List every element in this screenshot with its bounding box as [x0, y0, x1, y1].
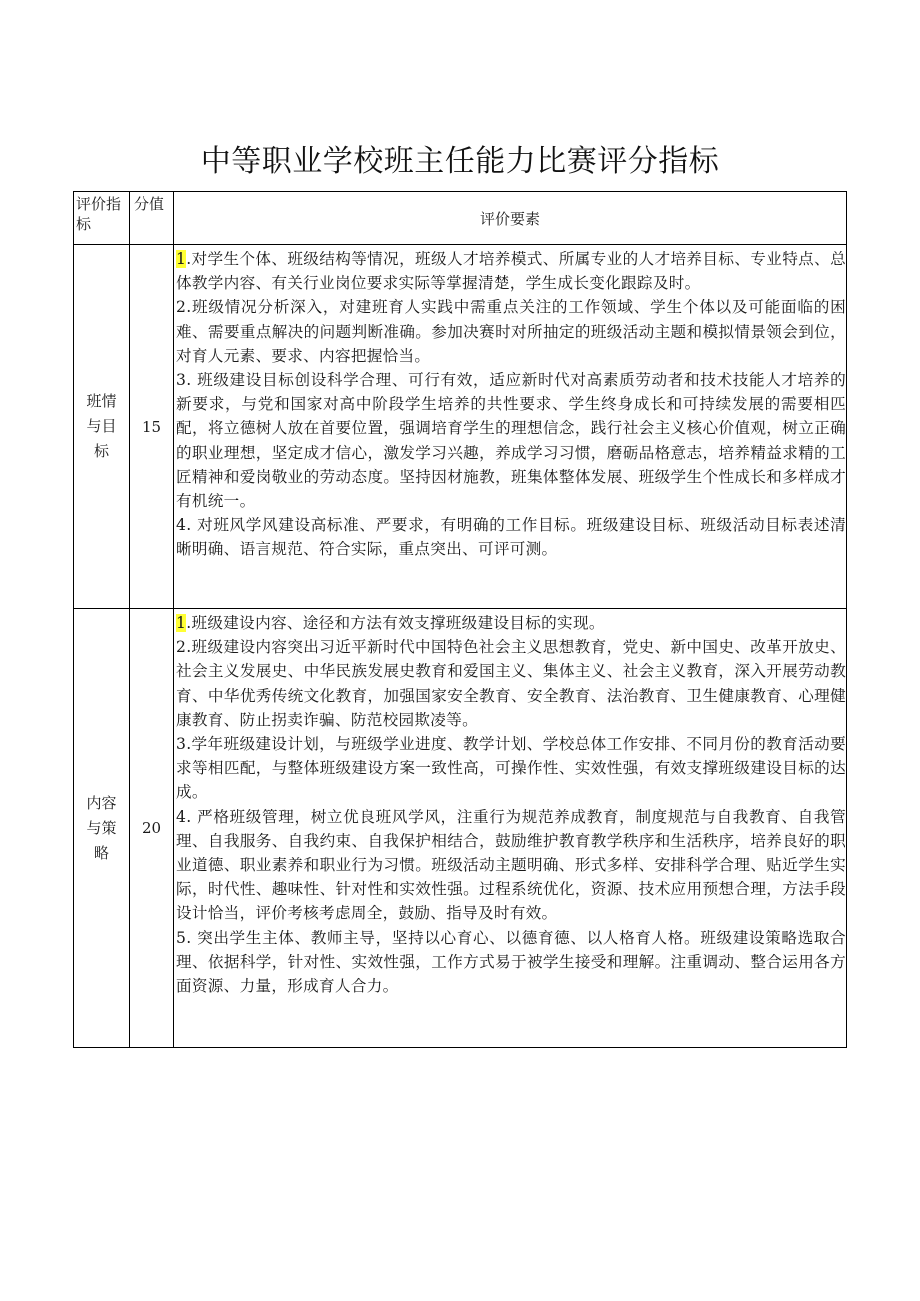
criteria-item	[176, 611, 846, 635]
criteria-item	[176, 635, 846, 732]
item-text: .对学生个体、班级结构等情况，班级人才培养模式、所属专业的人才培养目标、专业特点、总体教学内容、有关行业岗位要求实际等掌握清楚，学生成长变化跟踪及时。	[176, 250, 846, 293]
criteria-item	[176, 295, 846, 368]
item-text: . 班级建设目标创设科学合理、可行有效，适应新时代对高素质劳动者和技术技能人才培养的新要求，与党和国家对高中阶段学生培养的共性要求、学生终身成长和可持续发展的需要相匹配，将立德树人放在首要位置，强调培育学生的理想信念，践行社会主义核心价值观，树立正确的职业理想，坚定成才信心，激发学习兴趣，养成学习习惯，磨砺品格意志，培养精益求精的工匠精神和爱岗敬业的劳动态度。坚持因材施教，班集体整体发展、班级学生个性成长和多样成才有机统一。	[176, 371, 846, 511]
item-number-highlight: 1	[176, 250, 187, 268]
criteria-item	[176, 926, 846, 999]
item-number: 4	[176, 516, 187, 535]
item-text: . 突出学生主体、教师主导，坚持以心育心、以德育德、以人格育人格。班级建设策略选取合理、依据科学，针对性、实效性强，工作方式易于被学生接受和理解。注重调动、整合运用各方面资源、力量，形成育人合力。	[176, 928, 846, 996]
indicator-cell: 内容与策略	[74, 609, 130, 1048]
item-text: .班级情况分析深入，对建班育人实践中需重点关注的工作领域、学生个体以及可能面临的困难、需要重点解决的问题判断准确。参加决赛时对所抽定的班级活动主题和模拟情景领会到位，对育人元素、要求、内容把握恰当。	[176, 298, 846, 365]
score-cell: 15	[130, 245, 174, 609]
elements-cell	[174, 609, 847, 1048]
item-number: 3	[176, 371, 187, 390]
score-cell: 20	[130, 609, 174, 1048]
header-indicator: 评价指标	[74, 192, 130, 245]
header-score: 分值	[130, 192, 174, 245]
elements-cell	[174, 245, 847, 609]
scoring-table	[73, 191, 847, 1048]
header-elements: 评价要素	[174, 192, 847, 245]
criteria-item	[176, 247, 846, 295]
criteria-item	[176, 368, 846, 513]
item-number: 2	[176, 638, 187, 657]
header-row	[74, 192, 847, 245]
item-text: . 严格班级管理，树立优良班风学风，注重行为规范养成教育，制度规范与自我教育、自我管理、自我服务、自我约束、自我保护相结合，鼓励维护教育教学秩序和生活秩序，培养良好的职业道德、职业素养和职业行为习惯。班级活动主题明确、形式多样、安排科学合理、贴近学生实际，时代性、趣味性、针对性和实效性强。过程系统优化，资源、技术应用预想合理，方法手段设计恰当，评价考核考虑周全，鼓励、指导及时有效。	[176, 807, 846, 923]
item-text: .班级建设内容、途径和方法有效支撑班级建设目标的实现。	[186, 614, 605, 632]
item-number: 5	[176, 928, 187, 947]
item-number: 3	[176, 735, 187, 754]
criteria-item	[176, 805, 846, 926]
indicator-cell: 班情与目标	[74, 245, 130, 609]
item-text: .班级建设内容突出习近平新时代中国特色社会主义思想教育，党史、新中国史、改革开放史、社会主义发展史、中华民族发展史教育和爱国主义、集体主义、社会主义教育，深入开展劳动教育、中华优秀传统文化教育，加强国家安全教育、安全教育、法治教育、卫生健康教育、心理健康教育、防止拐卖诈骗、防范校园欺凌等。	[176, 638, 846, 729]
criteria-item	[176, 732, 846, 805]
item-number: 4	[176, 807, 187, 826]
item-number: 2	[176, 298, 187, 317]
item-text: . 对班风学风建设高标准、严要求，有明确的工作目标。班级建设目标、班级活动目标表述清晰明确、语言规范、符合实际，重点突出、可评可测。	[176, 516, 846, 559]
item-text: .学年班级建设计划，与班级学业进度、教学计划、学校总体工作安排、不同月份的教育活动要求等相匹配，与整体班级建设方案一致性高，可操作性、实效性强，有效支撑班级建设目标的达成。	[176, 735, 846, 802]
item-number-highlight: 1	[176, 614, 187, 632]
criteria-item	[176, 513, 846, 561]
page-title: 中等职业学校班主任能力比赛评分指标	[200, 144, 720, 179]
table-row	[74, 609, 847, 1048]
table-row	[74, 245, 847, 609]
